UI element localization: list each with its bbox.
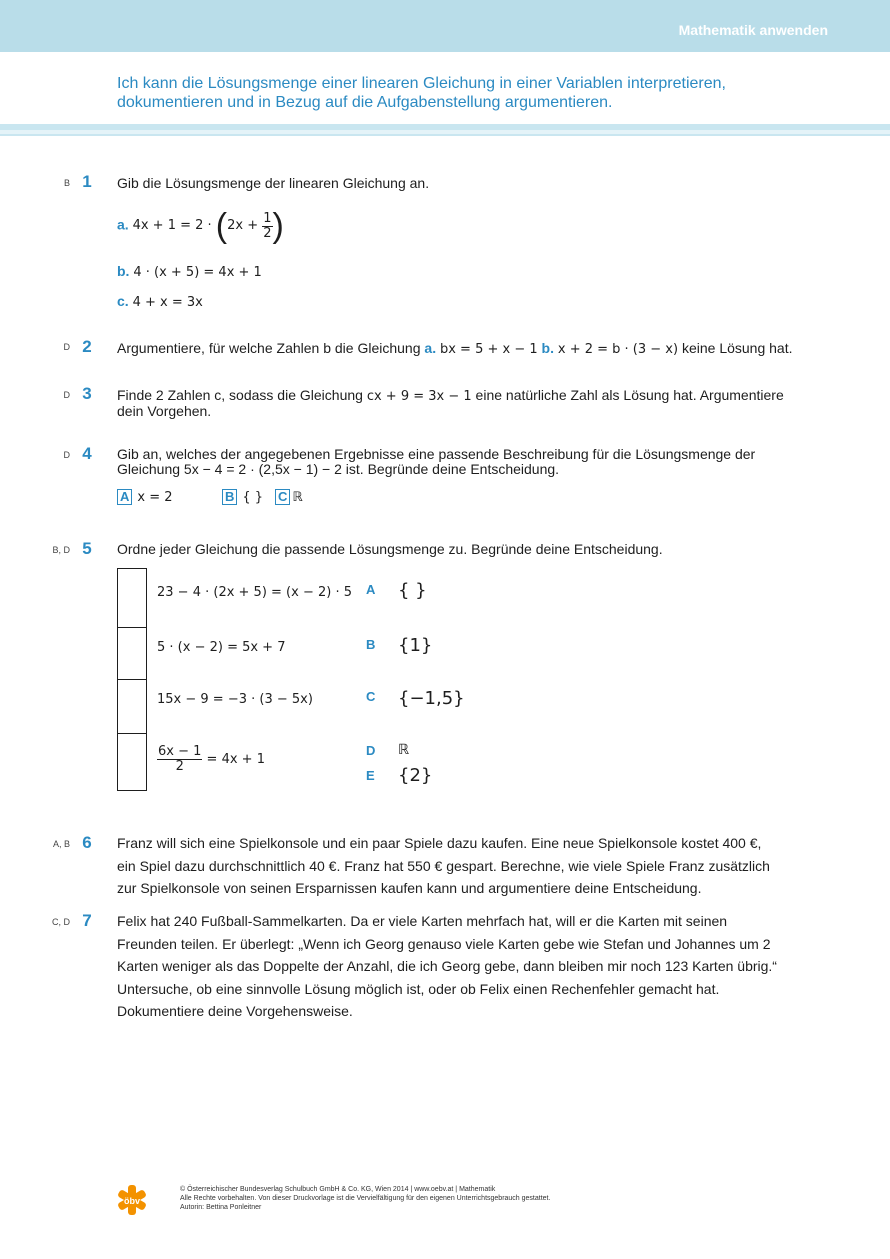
competence-label: D <box>63 390 70 400</box>
equation: 4 + x = 3x <box>132 295 203 310</box>
publisher-logo <box>115 1183 149 1217</box>
paragraph-line: Franz will sich eine Spielkonsole und ein paar Spiele dazu kaufen. Eine neue Spielkonsole kostet 400 €, <box>117 835 762 851</box>
text-after: keine Lösung hat. <box>681 340 793 356</box>
answer-box-column <box>117 568 147 791</box>
fraction-numerator: 6x − 1 <box>158 744 202 759</box>
competence-label: B <box>63 178 70 188</box>
solution-label: B <box>366 637 376 652</box>
equation-a: bx = 5 + x − 1 <box>439 342 538 357</box>
solution-label: D <box>366 743 376 758</box>
answer-box[interactable] <box>118 569 146 628</box>
section-title: Mathematik anwenden <box>678 22 828 38</box>
equation-4 <box>157 745 265 774</box>
fraction <box>157 745 202 774</box>
task-paragraph <box>117 910 797 1023</box>
solution-label: C <box>366 689 376 704</box>
option-label: C <box>275 489 290 505</box>
fraction-denominator: 2 <box>175 759 184 774</box>
solution-label: A <box>366 582 376 597</box>
competence-label: D <box>63 450 70 460</box>
answer-box[interactable] <box>118 680 146 734</box>
paragraph-line: Karten weniger als das Doppelte der Anzahl, die ich Georg gebe, dann bleiben mir noch 123 Karten übrig.“ <box>117 958 777 974</box>
paren-close: ) <box>272 207 284 245</box>
equation-rhs: = 4x + 1 <box>206 752 265 767</box>
footer-line: Alle Rechte vorbehalten. Von dieser Druckvorlage ist die Vervielfältigung für den eigenen Unterrichtsgebrauch gestattet. <box>180 1195 551 1202</box>
paragraph-line: Freunden teilen. Er überlegt: „Wenn ich Georg genauso viele Karten gebe wie Stefan und Johannes um 2 <box>117 935 771 952</box>
equation: cx + 9 = 3x − 1 <box>366 389 472 404</box>
fraction-numerator: 1 <box>263 210 272 226</box>
equation: 4 · (x + 5) = 4x + 1 <box>133 265 262 280</box>
paragraph-line: Dokumentiere deine Vorgehensweise. <box>117 1003 353 1019</box>
divider-wave-light <box>0 130 890 134</box>
footer-line: © Österreichischer Bundesverlag Schulbuch GmbH & Co. KG, Wien 2014 | www.oebv.at | Mathematik <box>180 1186 496 1193</box>
paragraph-line: Felix hat 240 Fußball-Sammelkarten. Da er viele Karten mehrfach hat, will er die Karten mit seinen <box>117 913 728 929</box>
fraction-denominator: 2 <box>263 225 272 241</box>
paragraph-line: ein Spiel dazu durchschnittlich 40 €. Franz hat 550 € gespart. Berechne, wie viele Spiele Franz zusätzlich <box>117 857 770 874</box>
option-label: B <box>222 489 237 505</box>
equation-2: 5 · (x − 2) = 5x + 7 <box>157 640 286 655</box>
equation-inner: 2x + <box>227 218 263 233</box>
answer-box[interactable] <box>118 734 146 790</box>
task-number: 6 <box>82 833 92 852</box>
option-label: A <box>117 489 132 505</box>
task-text: Gib die Lösungsmenge der linearen Gleichung an. <box>117 175 430 191</box>
footer-copyright <box>180 1185 550 1212</box>
paren-open: ( <box>215 207 228 245</box>
solution-label: E <box>366 768 375 783</box>
solution-set: {2} <box>398 765 433 786</box>
equation: 4x + 1 = 2 · <box>132 218 216 233</box>
fraction <box>262 212 272 241</box>
task-number: 7 <box>82 911 92 930</box>
text-after: eine natürliche Zahl als Lösung hat. Argumentiere <box>475 387 784 403</box>
solution-set: {1} <box>398 635 433 656</box>
task-text: Ordne jeder Gleichung die passende Lösungsmenge zu. Begründe deine Entscheidung. <box>117 541 663 557</box>
task-text <box>117 387 784 405</box>
equation-b: x + 2 = b · (3 − x) <box>557 342 679 357</box>
task-number: 4 <box>82 444 92 463</box>
option-value: { } <box>242 490 264 505</box>
task-number: 1 <box>82 172 92 191</box>
logo-text: öbv <box>123 1196 141 1206</box>
task-text <box>117 340 793 358</box>
option-value: x = 2 <box>137 490 173 505</box>
paragraph-line: Untersuche, ob eine sinnvolle Lösung möglich ist, oder ob Felix einen Rechenfehler gemacht hat. <box>117 980 720 997</box>
intro-text: Ich kann die Lösungsmenge einer linearen Gleichung in einer Variablen interpretieren, dokumentieren und in Bezug auf die Aufgabenstellung argumentieren. <box>117 75 726 111</box>
solution-set: { } <box>398 580 427 601</box>
text-before: Finde 2 Zahlen c, sodass die Gleichung <box>117 387 363 403</box>
task-text-line2: Gleichung 5x − 4 = 2 · (2,5x − 1) − 2 ist. Begründe deine Entscheidung. <box>117 461 560 477</box>
footer-line: Autorin: Bettina Ponleitner <box>180 1204 262 1211</box>
part-label: a. <box>424 340 437 356</box>
competence-label: C, D <box>52 917 70 927</box>
task-number: 3 <box>82 384 92 403</box>
competence-label: D <box>63 342 70 352</box>
part-label: b. <box>117 263 130 279</box>
option-c[interactable] <box>275 488 303 506</box>
competence-label: B, D <box>52 545 70 555</box>
task-paragraph <box>117 832 797 900</box>
task-number: 5 <box>82 539 92 558</box>
option-b[interactable] <box>222 488 263 506</box>
solution-set: ℝ <box>398 742 410 758</box>
part-b <box>117 263 262 281</box>
competence-label: A, B <box>52 839 70 849</box>
equation-1: 23 − 4 · (2x + 5) = (x − 2) · 5 <box>157 585 352 600</box>
option-value: ℝ <box>292 490 303 505</box>
part-label: a. <box>117 216 129 233</box>
task-number: 2 <box>82 337 92 356</box>
paragraph-line: zur Spielkonsole von seinen Ersparnissen kaufen kann und argumentiere deine Entscheidung. <box>117 880 702 896</box>
part-a <box>117 209 284 243</box>
part-label: b. <box>541 340 554 356</box>
solution-set: {−1,5} <box>398 688 465 709</box>
text-before: Argumentiere, für welche Zahlen b die Gleichung <box>117 340 421 356</box>
part-c <box>117 293 203 311</box>
equation-3: 15x − 9 = −3 · (3 − 5x) <box>157 692 313 707</box>
task-text-line1: Gib an, welches der angegebenen Ergebnisse eine passende Beschreibung für die Lösungsmenge der <box>117 446 756 462</box>
answer-box[interactable] <box>118 628 146 680</box>
task-text-line2: dein Vorgehen. <box>117 403 212 419</box>
part-label: c. <box>117 293 129 309</box>
option-a[interactable] <box>117 488 173 506</box>
